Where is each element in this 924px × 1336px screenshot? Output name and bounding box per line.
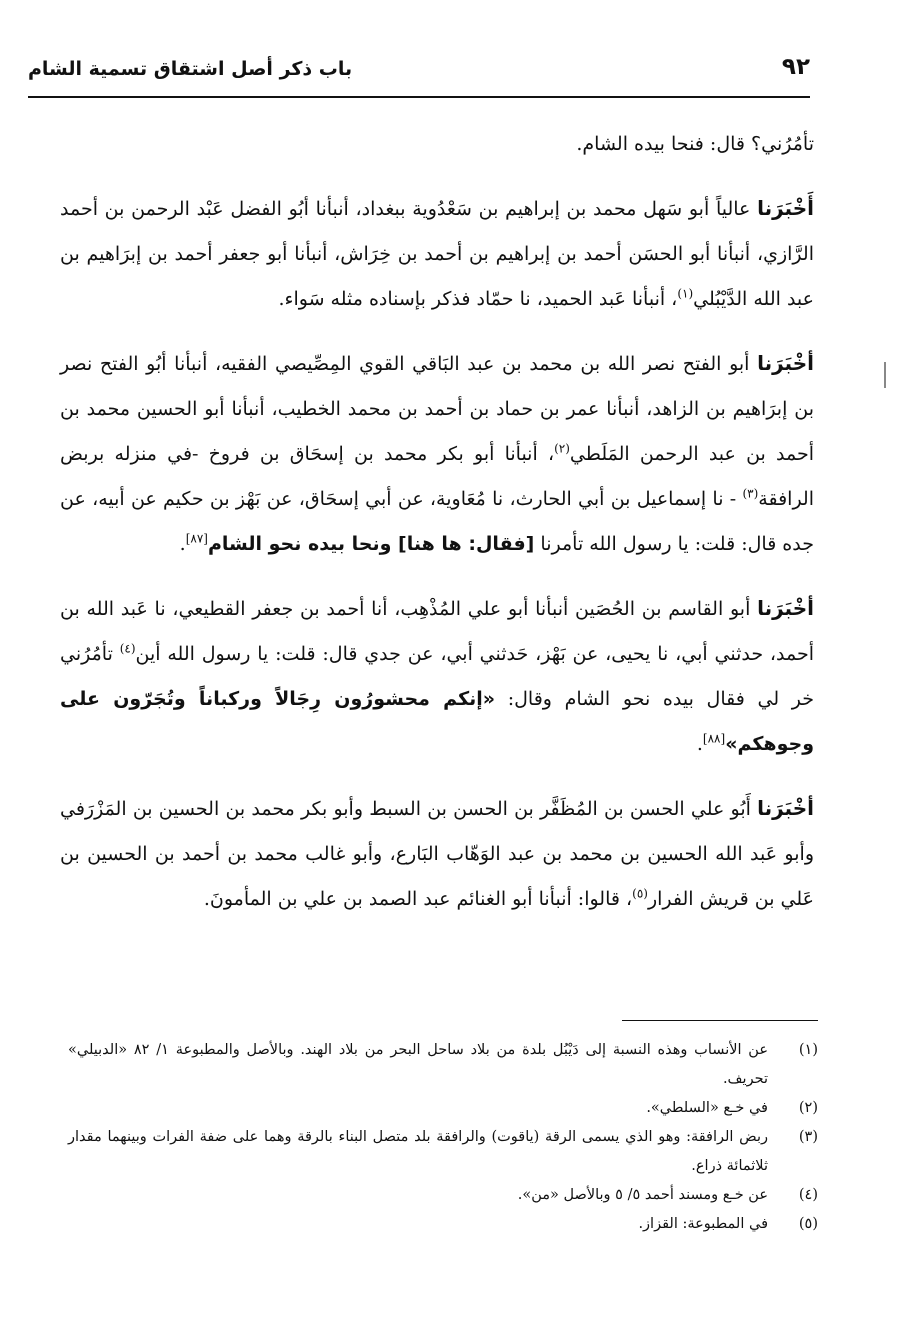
footnote-3 — [68, 1123, 818, 1181]
footnote-ref[interactable]: (٤) — [119, 641, 136, 656]
footnotes — [68, 1036, 818, 1239]
footnote-text: ربض الرافقة: وهو الذي يسمى الرقة (ياقوت) والرافقة بلد متصل البناء بالرقة وهما على ضفة الفرات وبينهما مقدار ثلاثمائة ذراع. — [68, 1129, 768, 1174]
margin-mark — [884, 362, 886, 388]
paragraph-text: ، أنبأنا عَبد الحميد، نا حمّاد فذكر بإسناده مثله سَواء. — [278, 288, 678, 310]
narration-keyword: أخْبَرَنا — [757, 596, 814, 620]
footnote-number: (٤) — [798, 1187, 818, 1203]
page-number: ٩٢ — [781, 54, 810, 80]
footnote-text: في خـع «السلطي». — [646, 1100, 768, 1116]
narration-keyword: أخْبَرَنا — [757, 351, 814, 375]
footnote-text: في المطبوعة: القزاز. — [638, 1216, 768, 1232]
paragraph-text: تأمُرُني؟ قال: فنحا بيده الشام. — [576, 133, 814, 155]
paragraph-1 — [60, 122, 814, 167]
paragraph-3 — [60, 341, 814, 567]
paragraph-text: تأمُرُني خر لي فقال بيده نحو الشام وقال: — [60, 643, 814, 710]
paragraph-text: أبو القاسم بن الحُصَين أنبأنا أبو علي المُذْهِب، أنا أحمد بن جعفر القطيعي، نا عَبد الله بن أحمد، حدثني أبي، نا يحيى، عن بَهْز، حَدثني أبي، عن جدي قال: قلت: يا رسول الله أين — [60, 598, 815, 665]
running-header — [28, 52, 810, 98]
hadith-number: [٨٨] — [702, 731, 726, 746]
paragraph-4 — [60, 586, 814, 767]
footnote-number: (٥) — [798, 1216, 818, 1232]
footnote-number: (١) — [798, 1042, 818, 1058]
narration-keyword: أخْبَرَنا — [757, 796, 814, 820]
paragraph-text: ، قالوا: أنبأنا أبو الغنائم عبد الصمد بن علي بن المأمونَ. — [203, 888, 633, 910]
paragraph-text: أَبُو علي الحسن بن المُظَفَّر بن الحسن بن السبط وأبو بكر محمد بن الحسين بن المَزْرَفي وأبو عَبد الله الحسين بن محمد بن عبد الوَهّاب البَارع، وأبو غالب محمد بن أحمد بن الحسين بن عَلي بن قريش الفرار — [60, 798, 814, 910]
paragraph-5 — [60, 786, 814, 922]
narration-keyword: أَخْبَرَنا — [757, 196, 814, 220]
footnote-text: عن خـع ومسند أحمد ٥/ ٥ وبالأصل «من». — [517, 1187, 768, 1203]
footnote-4 — [68, 1181, 818, 1210]
footnote-5 — [68, 1210, 818, 1239]
footnote-number: (٢) — [798, 1100, 818, 1116]
hadith-quote: [فقال: ها هنا] ونحا بيده نحو الشام — [207, 533, 535, 555]
footnote-ref[interactable]: (٢) — [554, 441, 570, 456]
footnote-ref[interactable]: (١) — [677, 286, 694, 301]
footnote-2 — [68, 1094, 818, 1123]
paragraph-2 — [60, 186, 814, 322]
footnote-ref[interactable]: (٣) — [742, 486, 759, 501]
paragraph-text: أبو الفتح نصر الله بن محمد بن عبد البَاقي القوي المِصِّيصي الفقيه، أنبأنا أبُو الفتح نصر بن إبرَاهيم بن الزاهد، أنبأنا عمر بن حماد بن أحمد بن محمد الخطيب، أنبأنا أبو الحسين محمد بن أحمد بن عبد الرحمن المَلَطي — [60, 353, 815, 465]
footnote-text: عن الأنساب وهذه النسبة إلى دَيْبُل بلدة من بلاد ساحل البحر من بلاد الهند. وبالأصل والمطبوعة ١/ ٨٢ «الدبيلي» تحريف. — [68, 1042, 768, 1087]
footnote-1 — [68, 1036, 818, 1094]
footnote-ref[interactable]: (٥) — [632, 886, 648, 901]
footnote-number: (٣) — [798, 1129, 818, 1145]
paragraph-text: عالياً أبو سَهل محمد بن إبراهيم بن سَعْدُوية ببغداد، أنبأنا أبُو الفضل عَبْد الرحمن بن أحمد الرَّازي، أنبأنا أبو الحسَن أحمد بن إبراهيم بن أحمد بن خِرَاش، أنبأنا أبو جعفر أحمد بن إبرَاهيم بن عبد الله الدَّيْبُلي — [60, 198, 814, 310]
chapter-title: باب ذكر أصل اشتقاق تسمية الشام — [28, 58, 353, 80]
footnote-divider — [622, 1020, 818, 1021]
main-text — [60, 122, 814, 922]
paragraph-end: . — [179, 533, 186, 555]
paragraph-text: ، أنبأنا أبو بكر محمد بن إسحَاق بن فروخ -في منزله بربض الرافقة — [60, 443, 814, 510]
hadith-number: [٨٧] — [185, 531, 208, 546]
paragraph-end: . — [696, 733, 703, 755]
paragraph-text: - نا إسماعيل بن أبي الحارث، نا مُعَاوية، عن أبي إسحَاق، عن بَهْز بن حكيم عن أبيه، عن جده قال: قلت: يا رسول الله تأمرنا — [60, 488, 814, 555]
hadith-quote: «إنكم محشورُون رِجَالاً وركباناً وتُجَرّون على وجوهكم» — [60, 688, 814, 755]
